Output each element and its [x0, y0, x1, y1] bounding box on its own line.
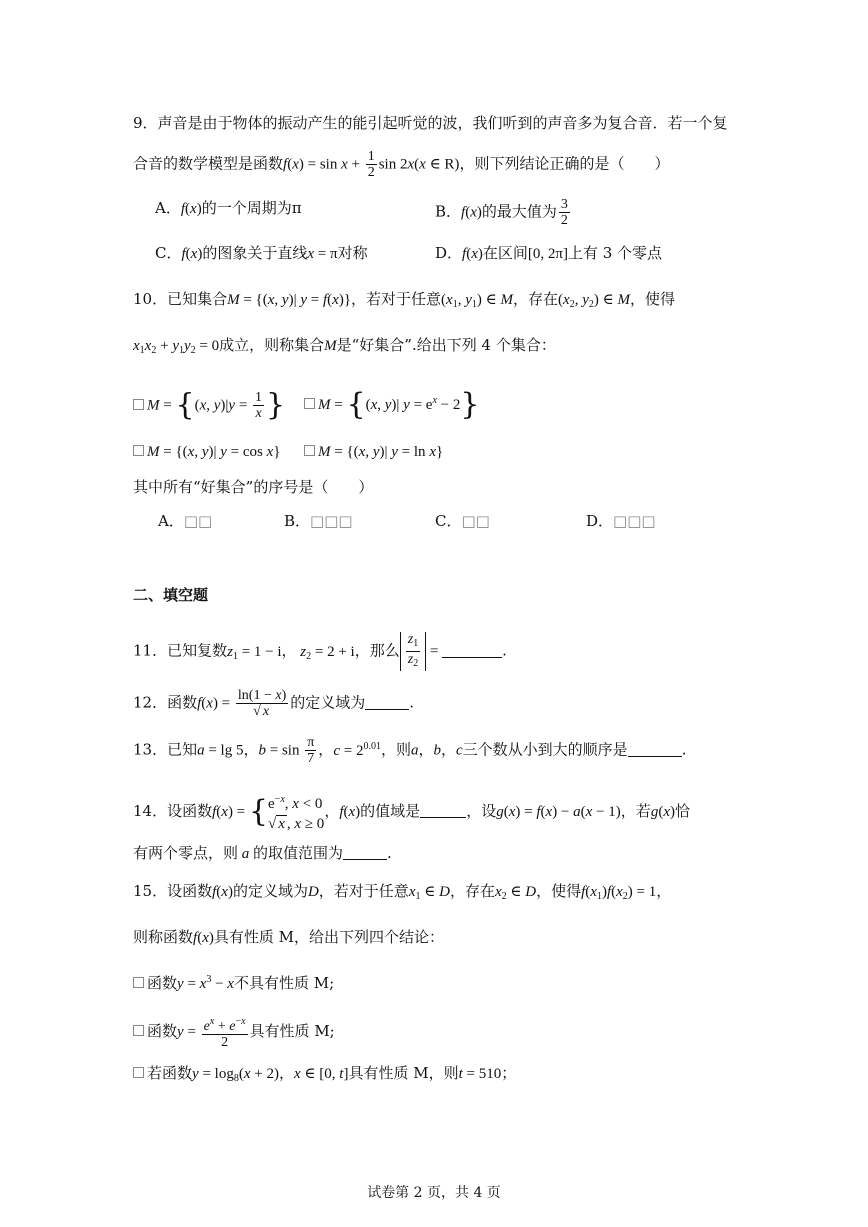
q9-option-c: C．f(x)的图象关于直线x = π对称 — [155, 244, 368, 262]
q13: 13．已知a = lg 5，b = sin $\frac{\pi}{7}$ ，$c = 2^{0.01}$，则a，b，c三个数从小到大的顺序是 . — [133, 735, 687, 766]
q9-option-b: B．f(x)的最大值为 $\frac{3}{2}$ — [435, 197, 568, 228]
set-number-box-icon — [133, 445, 144, 456]
q10-option-a: A．□□ — [158, 512, 213, 530]
q15-line2: 则称函数f(x)具有性质 M，给出下列四个结论： — [133, 928, 444, 946]
q10-line1: 10．已知集合M = {(x, y)| y = f(x)}，若对于任意($x_1$, $y_1$) ∈ M，存在($x_2$, $y_2$) ∈ M，使得 — [133, 290, 675, 310]
q10-set-2: M = {(x, y)| $y = e^x - 2$} — [304, 390, 479, 420]
conclusion-number-box-icon — [133, 1025, 144, 1036]
q12-answer-blank[interactable] — [365, 695, 409, 710]
section-heading: 二、填空题 — [133, 586, 209, 604]
q15-conclusion-3: 若函数$y = \log_8(x + 2)$，x ∈ [0, t]具有性质 M，则t = 510； — [133, 1062, 516, 1090]
q9-option-a: A．f(x)的一个周期为π — [155, 199, 302, 217]
q11: 11．已知复数$z_1 = 1 - i$， $z_2 = 2 + i$，那么 $\frac{z_1}{z_2}$ = . — [133, 632, 507, 669]
q11-answer-blank[interactable] — [442, 643, 502, 658]
q14-line1: 14．设函数f(x) = { $e^{-x}$, x < 0 √ x , x ≥ 0 ，f(x)的值域是 ，设g(x) = f(x) − a(x − 1)，若g(x)恰 — [133, 794, 690, 832]
q9-line2: 合音的数学模型是函数f(x) = sin x + $\frac{1}{2}$ sin 2x(x ∈ R)，则下列结论正确的是（ ） — [133, 149, 670, 180]
conclusion-number-box-icon — [133, 977, 144, 988]
q10-set-3: M = {(x, y)| y = cos x} — [133, 440, 281, 463]
q10-conclusion: 其中所有“好集合”的序号是（ ） — [133, 478, 374, 496]
q14-line2: 有两个零点，则 a 的取值范围为 . — [133, 844, 392, 862]
q15-conclusion-2: 函数y = $\frac{e^x + e^{-x}}{2}$ 具有性质 M; — [133, 1014, 335, 1050]
q9-option-d: D．f(x)在区间[0, 2π]上有 3 个零点 — [435, 244, 663, 262]
q10-set-1: M = {(x, y)|y = $\frac{1}{x}$ } — [133, 390, 285, 421]
set-number-box-icon — [304, 398, 315, 409]
q9-intro: 9．声音是由于物体的振动产生的能引起听觉的波，我们听到的声音多为复合音．若一个复 — [133, 114, 728, 132]
q14-answer-blank-1[interactable] — [420, 803, 466, 818]
q10-set-4: M = {(x, y)| y = ln x} — [304, 440, 443, 463]
conclusion-number-box-icon — [133, 1067, 144, 1078]
q14-answer-blank-2[interactable] — [343, 845, 387, 860]
q15-line1: 15．设函数f(x)的定义域为D，若对于任意$x_1$ ∈ D，存在$x_2$ ∈ D，使得$f(x_1)f(x_2) = 1$， — [133, 882, 672, 902]
page-footer: 试卷第 2 页，共 4 页 — [367, 1185, 501, 1201]
q15-conclusion-1: 函数$y = x^3 - x$不具有性质 M; — [133, 969, 334, 995]
q12: 12．函数f(x) = $\frac{\ln(1 - x)}{√ x}$ 的定义域为 . — [133, 688, 415, 719]
q10-option-d: D．□□□ — [586, 512, 656, 530]
q10-line2: $x_1x_2 + y_1y_2 = 0$成立，则称集合M是“好集合”.给出下列 4 个集合： — [133, 336, 556, 356]
q10-option-b: B．□□□ — [284, 512, 353, 530]
set-number-box-icon — [304, 445, 315, 456]
q10-option-c: C．□□ — [435, 512, 490, 530]
set-number-box-icon — [133, 399, 144, 410]
q13-answer-blank[interactable] — [628, 742, 682, 757]
